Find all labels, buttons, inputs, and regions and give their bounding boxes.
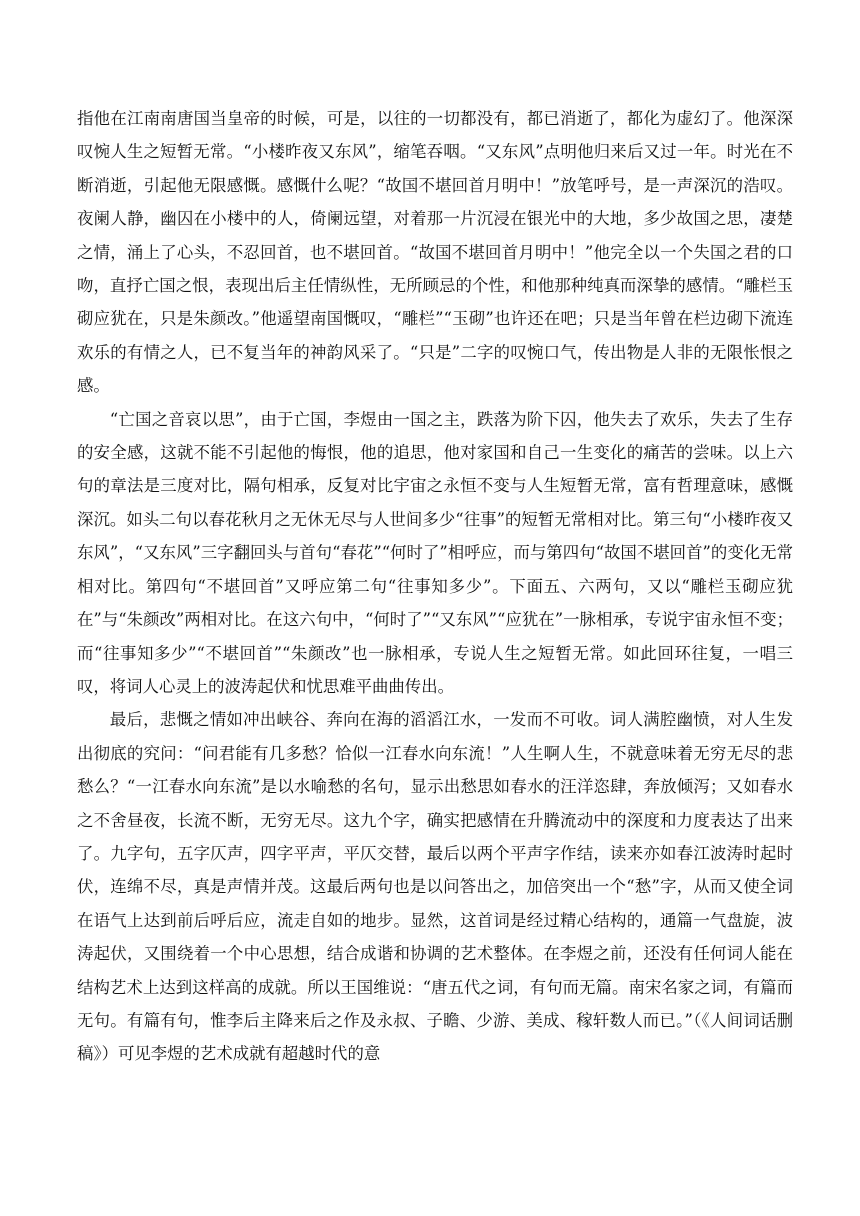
document-page bbox=[77, 102, 793, 1071]
paragraph-wangguo: “亡国之音哀以思”，由于亡国，李煜由一国之主，跌落为阶下囚，他失去了欢乐，失去了生存的安全感，这就不能不引起他的悔恨，他的追思，他对家国和自己一生变化的痛苦的尝味。以上六句的章法是三度对比，隔句相承，反复对比宇宙之永恒不变与人生短暂无常，富有哲理意味，感慨深沉。如头二句以春花秋月之无休无尽与人世间多少“往事”的短暂无常相对比。第三句“小楼昨夜又东风”，“又东风”三字翻回头与首句“春花”“何时了”相呼应，而与第四句“故国不堪回首”的变化无常相对比。第四句“不堪回首”又呼应第二句“往事知多少”。下面五、六两句，又以“雕栏玉砌应犹在”与“朱颜改”两相对比。在这六句中，“何时了”“又东风”“应犹在”一脉相承，专说宇宙永恒不变；而“往事知多少”“不堪回首”“朱颜改”也一脉相承，专说人生之短暂无常。如此回环往复，一唱三叹，将词人心灵上的波涛起伏和忧思难平曲曲传出。 bbox=[77, 409, 793, 696]
paragraph-zuihou: 最后，悲慨之情如冲出峡谷、奔向在海的滔滔江水，一发而不可收。词人满腔幽愤，对人生发出彻底的究问：“问君能有几多愁？恰似一江春水向东流！”人生啊人生，不就意味着无穷无尽的悲愁么？“一江春水向东流”是以水喻愁的名句，显示出愁思如春水的汪洋恣肆，奔放倾泻；又如春水之不舍昼夜，长流不断，无穷无尽。这九个字，确实把感情在升腾流动中的深度和力度表达了出来了。九字句，五字仄声，四字平声，平仄交替，最后以两个平声字作结，读来亦如春江波涛时起时伏，连绵不尽，真是声情并茂。这最后两句也是以问答出之，加倍突出一个“愁”字，从而又使全词在语气上达到前后呼后应，流走自如的地步。显然，这首词是经过精心结构的，通篇一气盘旋，波涛起伏，又围绕着一个中心思想，结合成谐和协调的艺术整体。在李煜之前，还没有任何词人能在结构艺术上达到这样高的成就。所以王国维说：“唐五代之词，有句而无篇。南宋名家之词，有篇而无句。有篇有句，惟李后主降来后之作及永叔、子瞻、少游、美成、稼轩数人而已。”（《人间词话删稿》）可见李煜的艺术成就有超越时代的意 bbox=[77, 710, 793, 1064]
paragraph-continued: 指他在江南南唐国当皇帝的时候，可是，以往的一切都没有，都已消逝了，都化为虚幻了。他深深叹惋人生之短暂无常。“小楼昨夜又东风”，缩笔吞咽。“又东风”点明他归来后又过一年。时光在不断消逝，引起他无限感慨。感慨什么呢？“故国不堪回首月明中！”放笔呼号，是一声深沉的浩叹。夜阑人静，幽囚在小楼中的人，倚阑远望，对着那一片沉浸在银光中的大地，多少故国之思，凄楚之情，涌上了心头，不忍回首，也不堪回首。“故国不堪回首月明中！”他完全以一个失国之君的口吻，直抒亡国之恨，表现出后主任情纵性，无所顾忌的个性，和他那种纯真而深挚的感情。“雕栏玉砌应犹在，只是朱颜改。”他遥望南国慨叹，“雕栏”“玉砌”也许还在吧；只是当年曾在栏边砌下流连欢乐的有情之人，已不复当年的神韵风采了。“只是”二字的叹惋口气，传出物是人非的无限怅恨之感。 bbox=[77, 109, 793, 396]
